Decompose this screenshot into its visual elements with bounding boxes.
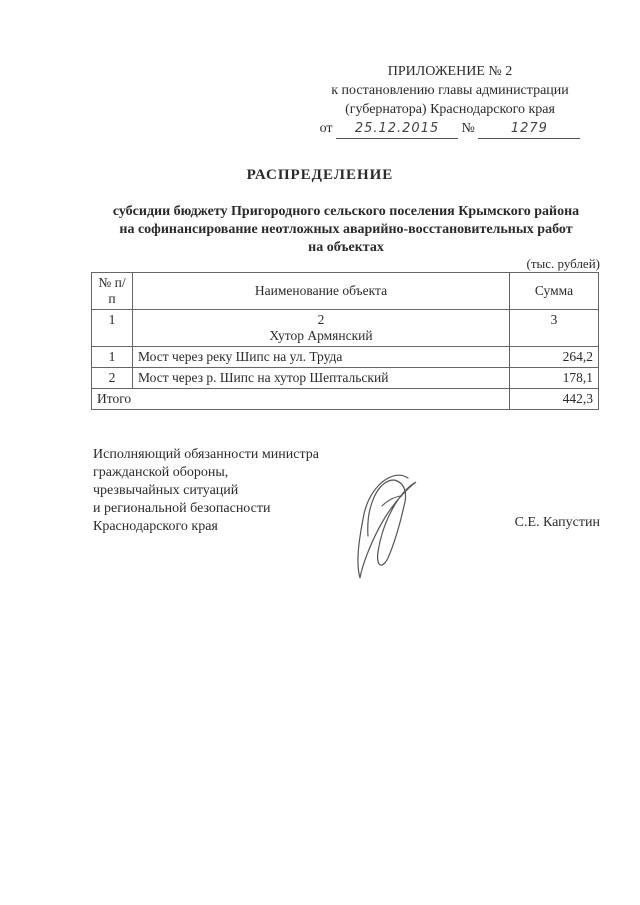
total-sum: 442,3 (510, 389, 599, 410)
subtitle-line-1: субсидии бюджету Пригородного сельского поселения Крымского района (112, 204, 580, 219)
signatory-line-1: Исполняющий обязанности министра (93, 447, 319, 462)
index-sum: 3 (510, 310, 599, 347)
appendix-block (300, 62, 600, 139)
signatory-line-4: и региональной безопасности (93, 501, 271, 516)
number-prefix: № (461, 121, 475, 136)
row-name: Мост через реку Шипс на ул. Труда (133, 347, 510, 368)
units-label: (тыс. рублей) (526, 256, 600, 271)
table-index-row (92, 310, 599, 347)
row-name: Мост через р. Шипс на хутор Шептальский (133, 368, 510, 389)
date-prefix: от (319, 121, 333, 136)
document-subtitle (90, 203, 602, 257)
signatory-line-3: чрезвычайных ситуаций (93, 483, 239, 498)
signatory-line-5: Краснодарского края (93, 519, 218, 534)
row-num: 2 (92, 368, 133, 389)
row-sum: 264,2 (510, 347, 599, 368)
header-sum: Сумма (510, 273, 599, 310)
handwritten-signature (338, 466, 428, 586)
table-row (92, 347, 599, 368)
signatory-line-2: гражданской обороны, (93, 465, 229, 480)
index-num: 1 (92, 310, 133, 347)
subtitle-line-3: на объектах (308, 240, 384, 255)
number-value: 1279 (478, 119, 580, 139)
group-label: Хутор Армянский (269, 328, 373, 343)
row-num: 1 (92, 347, 133, 368)
signatory-title (93, 446, 319, 536)
appendix-title: ПРИЛОЖЕНИЕ № 2 (387, 64, 513, 79)
table-row (92, 368, 599, 389)
appendix-date-line (300, 119, 600, 139)
row-sum: 178,1 (510, 368, 599, 389)
total-label: Итого (92, 389, 510, 410)
appendix-line-3: (губернатора) Краснодарского края (345, 102, 555, 117)
signatory-name: С.Е. Капустин (514, 515, 600, 530)
date-value: 25.12.2015 (336, 119, 458, 139)
table-total-row (92, 389, 599, 410)
subtitle-line-2: на софинансирование неотложных аварийно-восстановительных работ (119, 222, 573, 237)
distribution-table (91, 272, 599, 410)
index-name (133, 310, 510, 347)
table-header-row (92, 273, 599, 310)
header-name: Наименование объекта (133, 273, 510, 310)
index-name-value: 2 (317, 312, 325, 327)
document-title: РАСПРЕДЕЛЕНИЕ (246, 167, 394, 183)
appendix-line-2: к постановлению главы администрации (331, 83, 569, 98)
header-num: № п/п (92, 273, 133, 310)
